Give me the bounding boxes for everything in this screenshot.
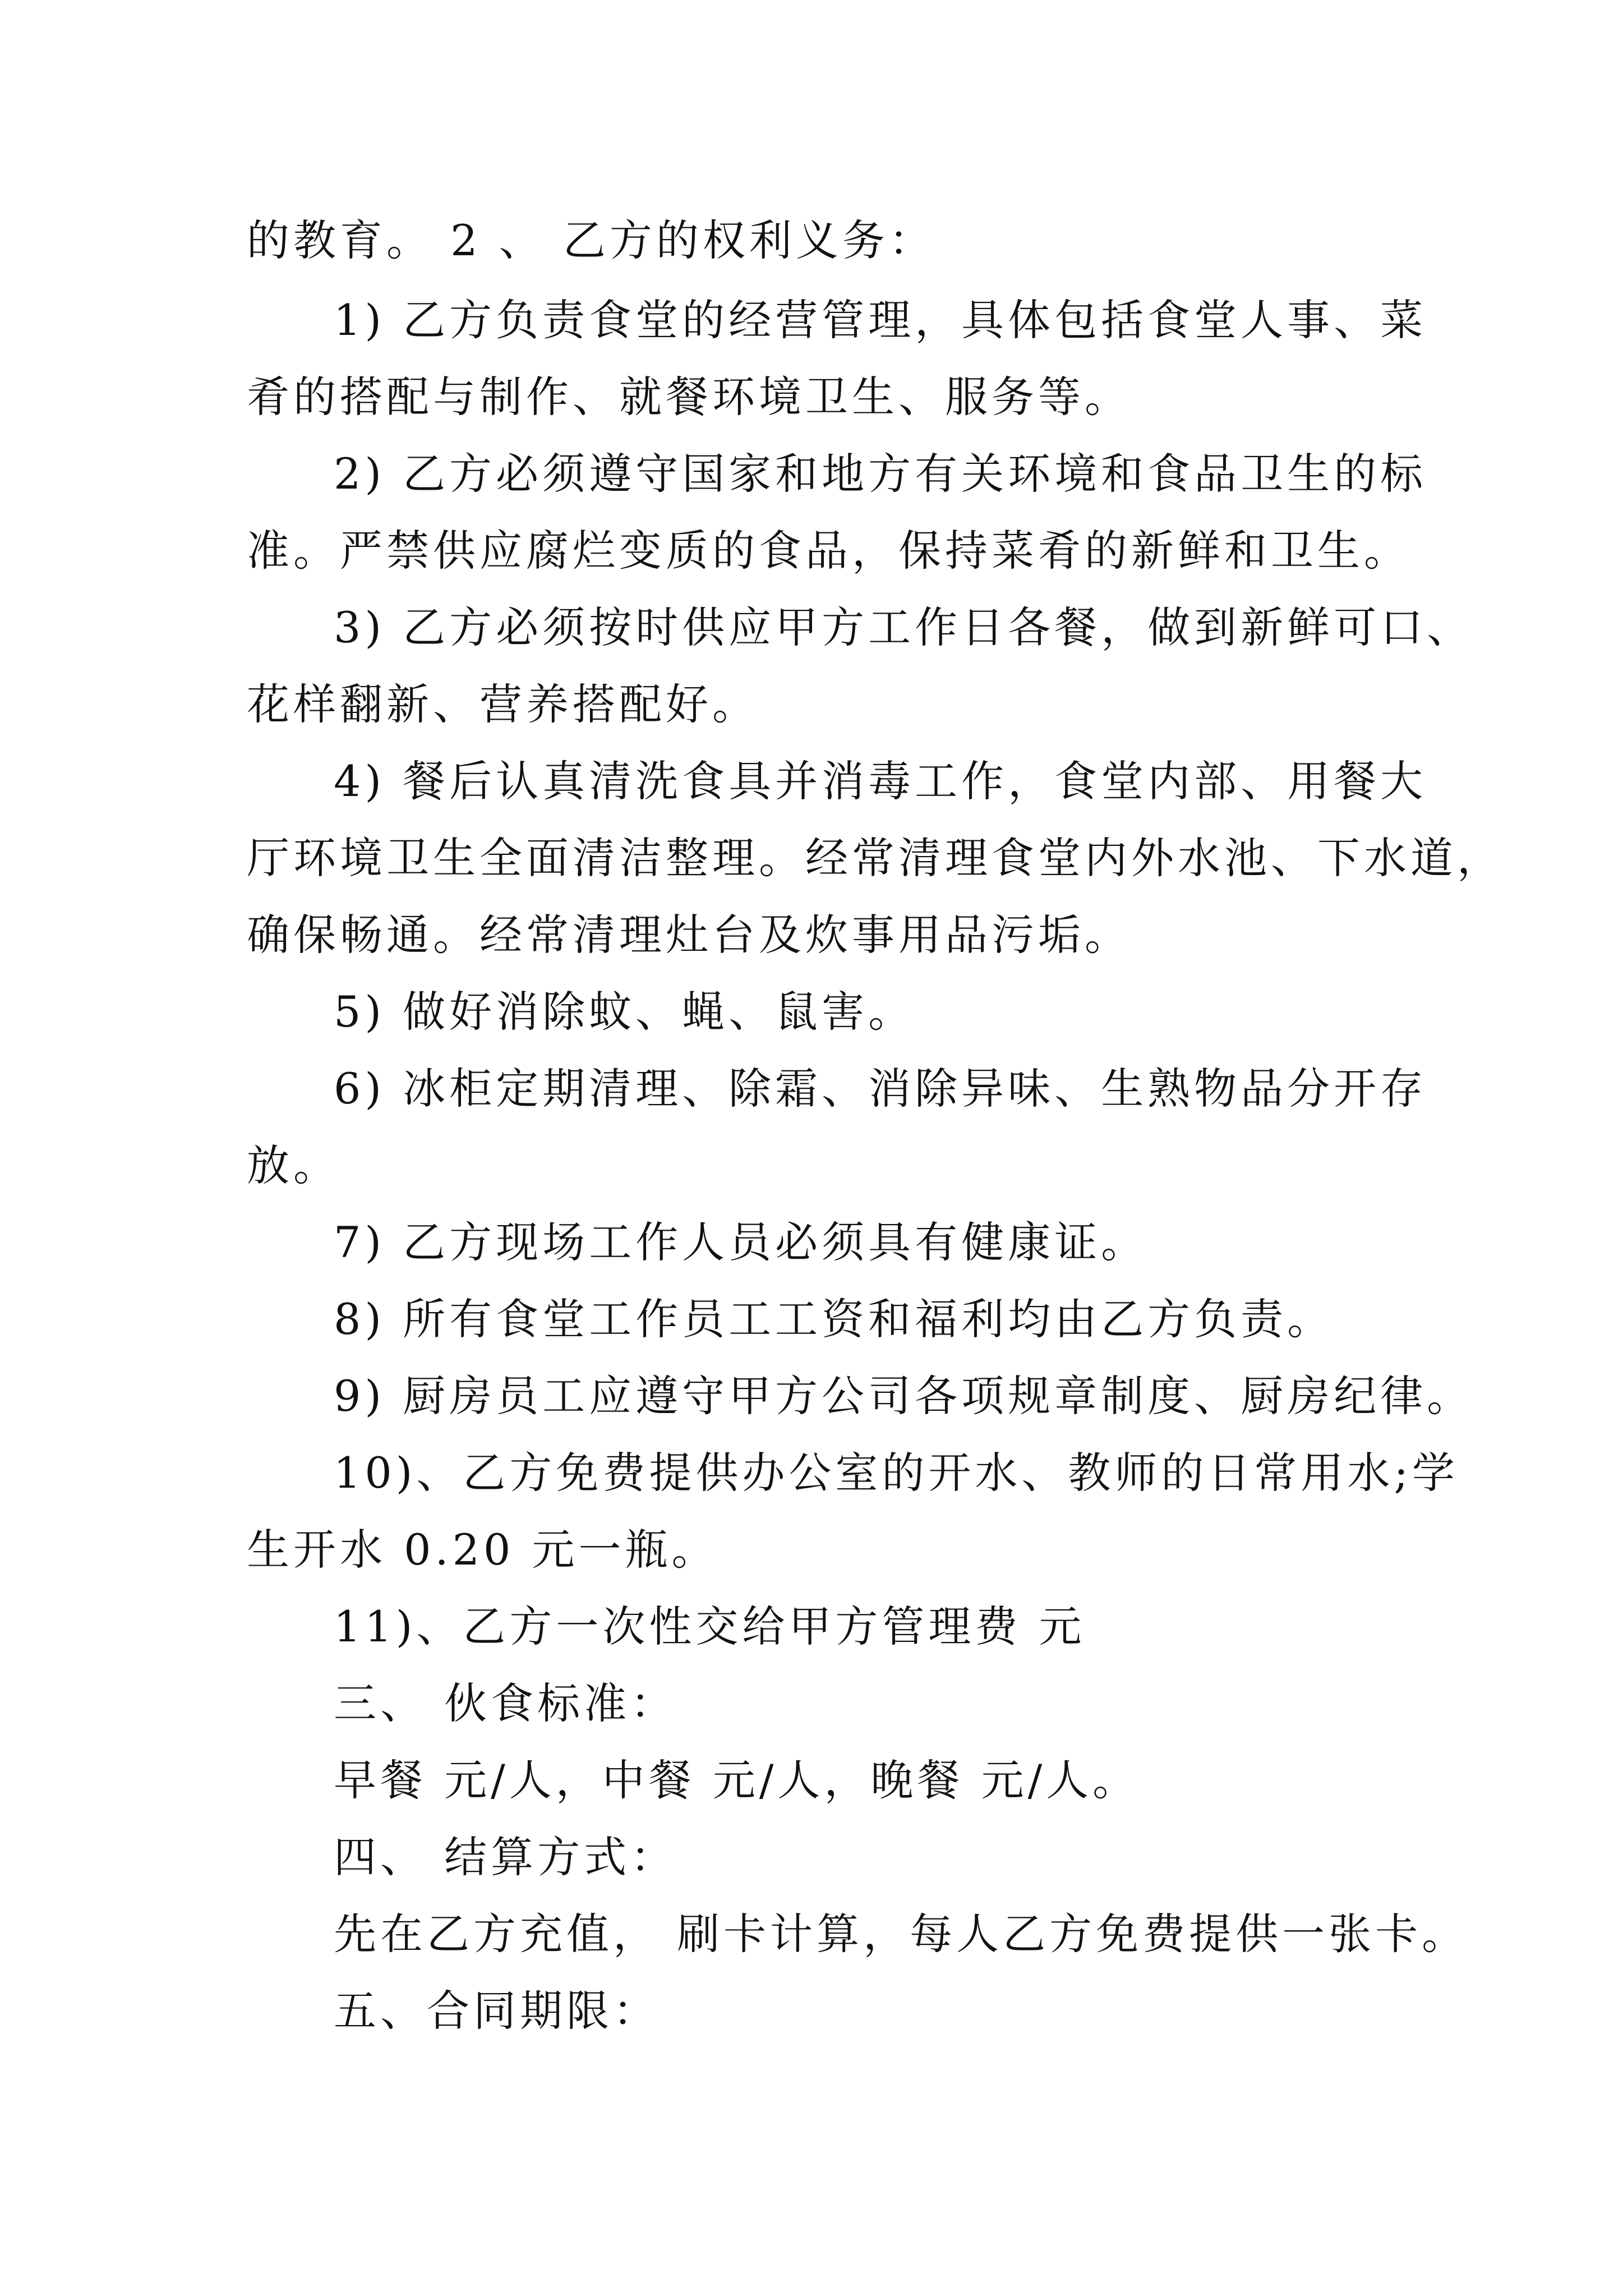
text-line: 8) 所有食堂工作员工工资和福利均由乙方负责。 xyxy=(334,1294,1334,1344)
text-line: 7) 乙方现场工作人员必须具有健康证。 xyxy=(334,1217,1148,1267)
text-line: 6) 冰柜定期清理、除霜、消除异味、生熟物品分开存 xyxy=(334,1064,1427,1114)
text-line: 1) 乙方负责食堂的经营管理，具体包括食堂人事、菜 xyxy=(334,295,1427,345)
text-line: 5) 做好消除蚊、蝇、鼠害。 xyxy=(334,987,915,1037)
text-line: 确保畅通。经常清理灶台及炊事用品污垢。 xyxy=(247,910,1131,960)
section-heading: 四、 结算方式： xyxy=(334,1832,677,1882)
section-heading: 三、 伙食标准： xyxy=(334,1678,677,1728)
text-line: 花样翻新、营养搭配好。 xyxy=(247,679,759,729)
text-line: 10)、乙方免费提供办公室的开水、教师的日常用水;学 xyxy=(334,1448,1459,1498)
text-line: 9) 厨房员工应遵守甲方公司各项规章制度、厨房纪律。 xyxy=(334,1371,1474,1421)
text-line: 4) 餐后认真清洗食具并消毒工作，食堂内部、用餐大 xyxy=(334,756,1427,806)
text-line: 厅环境卫生全面清洁整理。经常清理食堂内外水池、下水道， xyxy=(247,833,1504,883)
text-line: 3) 乙方必须按时供应甲方工作日各餐，做到新鲜可口、 xyxy=(334,602,1474,652)
section-heading: 五、合同期限： xyxy=(334,1986,660,2036)
text-line: 先在乙方充值， 刷卡计算，每人乙方免费提供一张卡。 xyxy=(334,1909,1469,1959)
text-line: 放。 xyxy=(247,1140,340,1190)
text-line: 11)、乙方一次性交给甲方管理费 元 xyxy=(334,1602,1086,1651)
text-line: 的教育。 2 、 乙方的权利义务： xyxy=(247,215,935,265)
text-line: 2) 乙方必须遵守国家和地方有关环境和食品卫生的标 xyxy=(334,449,1427,499)
text-line: 肴的搭配与制作、就餐环境卫生、服务等。 xyxy=(247,372,1131,422)
text-line: 生开水 0.20 元一瓶。 xyxy=(247,1525,718,1575)
text-line: 早餐 元/人，中餐 元/人，晚餐 元/人。 xyxy=(334,1755,1140,1805)
text-line: 准。严禁供应腐烂变质的食品，保持菜肴的新鲜和卫生。 xyxy=(247,526,1410,576)
